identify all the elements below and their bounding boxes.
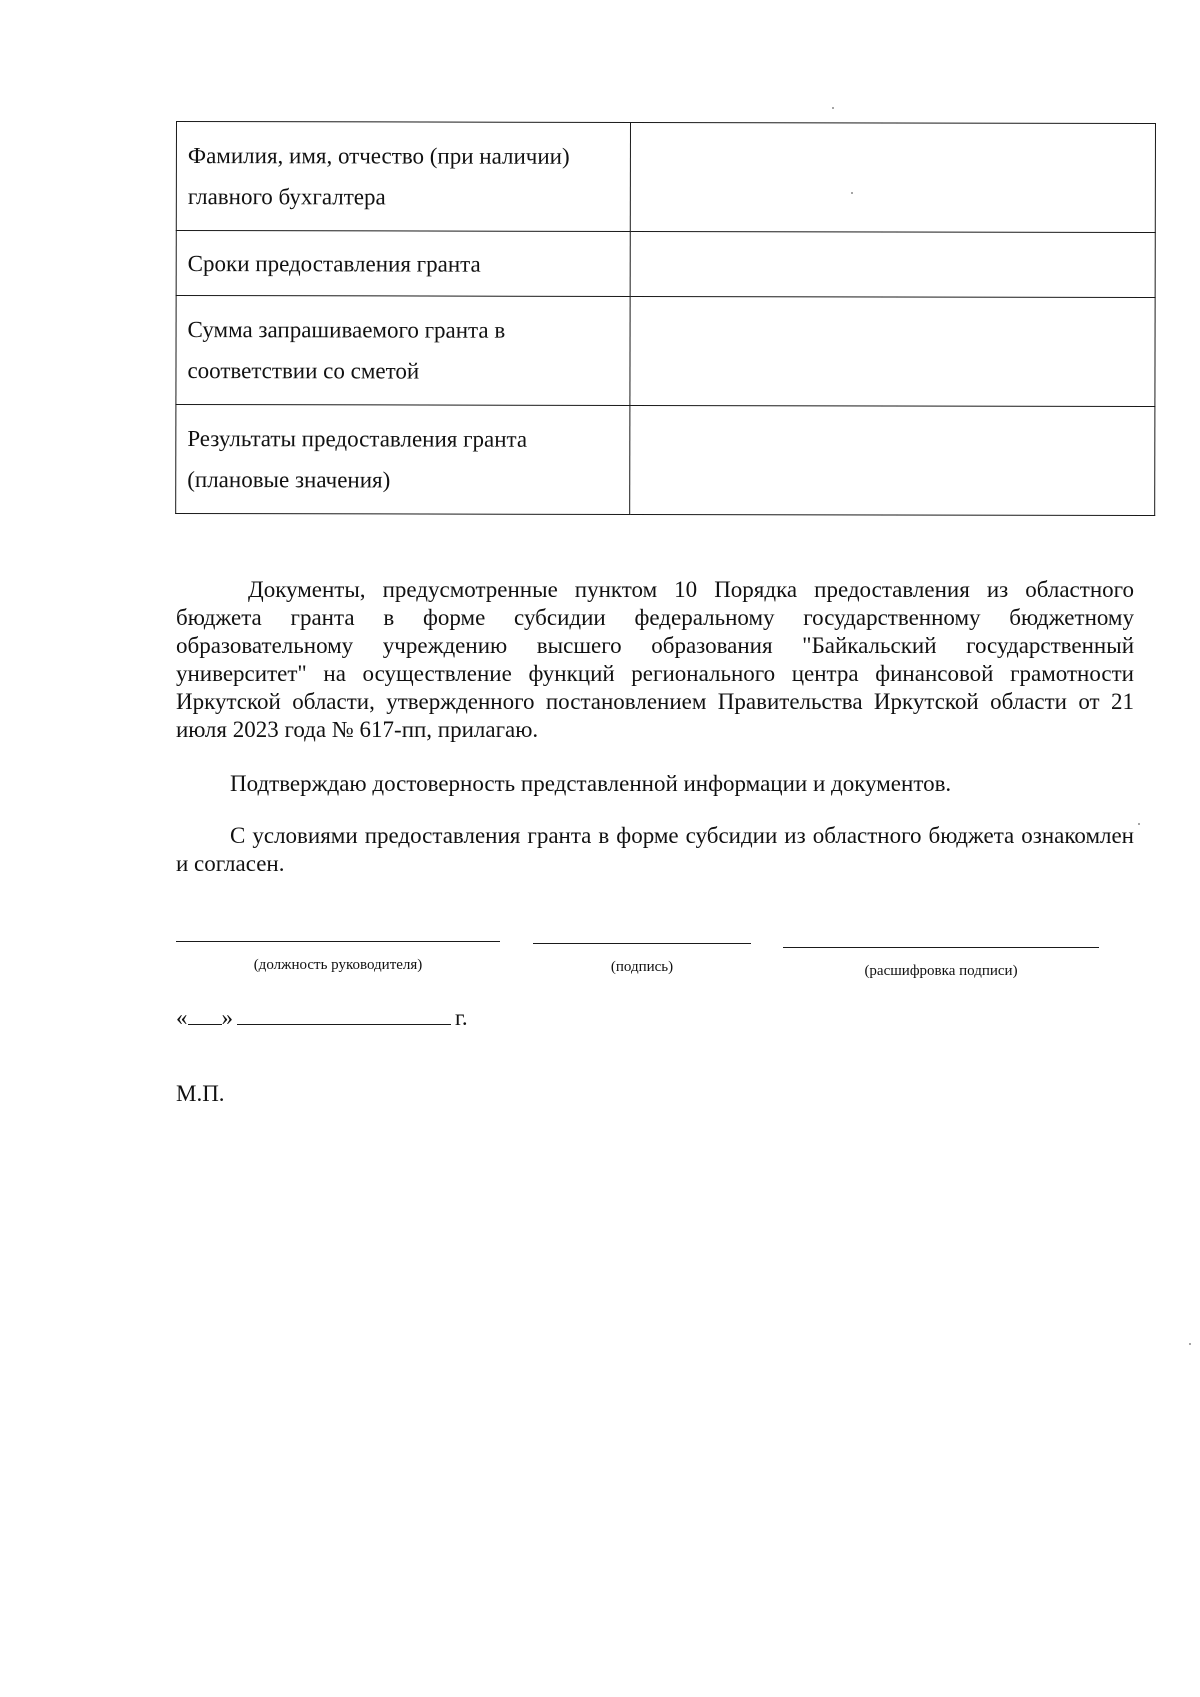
scan-speck (851, 192, 853, 194)
position-signature-line (176, 941, 500, 942)
grant-results-value (630, 405, 1155, 515)
day-blank (188, 1000, 222, 1025)
table-row-chief-accountant (176, 122, 1155, 233)
grant-period-value (630, 231, 1155, 297)
scan-speck (1138, 823, 1140, 825)
scan-speck (1189, 1343, 1191, 1345)
chief-accountant-value (630, 122, 1155, 232)
conditions-paragraph: С условиями предоставления гранта в форме субсидии из областного бюджета ознакомлен и согласен. (176, 823, 1134, 876)
stamp-label: М.П. (176, 1081, 225, 1106)
year-suffix: г. (455, 1005, 468, 1030)
position-caption: (должность руководителя) (253, 957, 423, 973)
table-row-grant-period (176, 231, 1155, 298)
grant-info-table (175, 121, 1156, 516)
grant-amount-label: Сумма запрашиваемого гранта в соответствии со сметой (176, 296, 630, 406)
table-row-grant-results (176, 405, 1155, 516)
table-row-grant-amount (176, 296, 1155, 407)
grant-results-label: Результаты предоставления гранта (плановые значения) (176, 405, 630, 515)
date-line (176, 1000, 468, 1033)
documents-paragraph: Документы, предусмотренные пунктом 10 Порядка предоставления из областного бюджета гранта в форме субсидии федеральному государственному бюджетному образовательному учреждению высшего образования "Байкальский государственный университет" на осуществление функций регионального центра финансовой грамотности Иркутской области, утвержденного постановлением Правительства Иркутской области от 21 июля 2023 года № 617-пп, прилагаю. (176, 577, 1134, 742)
decryption-caption: (расшифровка подписи) (864, 963, 1018, 979)
decryption-signature-line (783, 947, 1099, 948)
signature-caption: (подпись) (610, 959, 674, 975)
date-close-quote: » (221, 1005, 233, 1030)
chief-accountant-label: Фамилия, имя, отчество (при наличии) главного бухгалтера (176, 122, 630, 232)
date-open-quote: « (176, 1005, 188, 1030)
scan-speck (832, 107, 834, 109)
signature-line (533, 943, 751, 944)
grant-amount-value (630, 296, 1155, 406)
grant-period-label: Сроки предоставления гранта (176, 231, 630, 297)
month-blank (237, 1000, 451, 1025)
confirmation-paragraph: Подтверждаю достоверность представленной информации и документов. (230, 771, 952, 796)
